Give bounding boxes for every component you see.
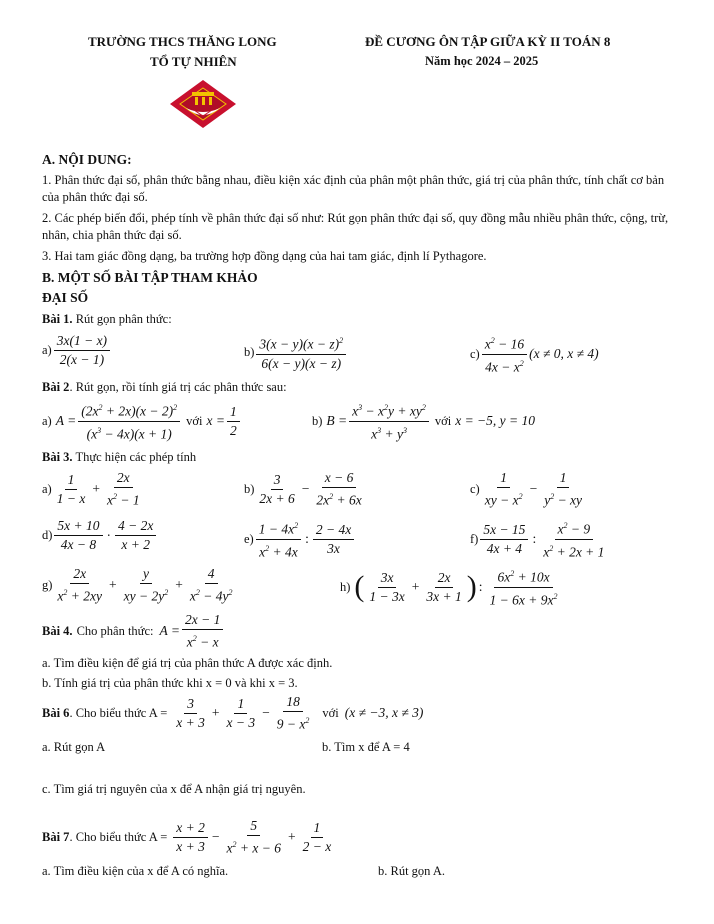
bai3-d: d) $\frac{5x + 10}{4x - 8}$ · $\frac{4 - 2x}{x + 2}$ [42, 518, 158, 553]
bai2-heading: Bài 2. Rút gọn, rồi tính giá trị các phân thức sau: [42, 380, 287, 394]
bai7-a: a. Tìm điều kiện của x để A có nghĩa. [42, 864, 229, 878]
school-name: TRƯỜNG THCS THĂNG LONG [88, 34, 277, 49]
bai3-g: g) $\frac{2x}{x^2 + 2xy}$ + $\frac{y}{xy - 2y^2}$ + $\frac{4}{x^2 - 4y^2}$ [42, 566, 233, 604]
bai3-c: c) $\frac{1}{xy - x^2}$ − $\frac{1}{y^2 - xy}$ [470, 470, 583, 508]
bai4-b: b. Tính giá trị của phân thức khi x = 0 và khi x = 3. [42, 676, 298, 690]
bai4-heading: Bài 4. Cho phân thức: A = $\frac{2x - 1}{x^2 - x}$ [42, 612, 225, 651]
bai3-e: e) $\frac{1 - 4x^2}{x^2 + 4x}$ : $\frac{2 - 4x}{3x}$ [244, 518, 356, 560]
bai4-a: a. Tìm điều kiện để giá trị của phân thức A được xác định. [42, 656, 333, 670]
document-title: ĐỀ CƯƠNG ÔN TẬP GIỮA KỲ II TOÁN 8 [365, 34, 611, 49]
bai6-c: c. Tìm giá trị nguyên của x để A nhận giá trị nguyên. [42, 782, 306, 796]
bai7-heading: Bài 7 . Cho biểu thức A = $\frac{x + 2}{x + 3}$ − $\frac{5}{x^2 + x - 6}$ + $\frac{1}{2 - x}$ [42, 818, 332, 856]
bai1-b: b) $\frac{3(x - y)(x - z)^2}{6(x - y)(x - z)}$ [244, 333, 348, 372]
school-year: Năm học 2024 – 2025 [425, 54, 539, 68]
bai6-b: b. Tìm x để A = 4 [322, 740, 410, 754]
section-b-title: B. MỘT SỐ BÀI TẬP THAM KHẢO [42, 270, 258, 285]
bai1-heading: Bài 1. Rút gọn phân thức: [42, 312, 172, 326]
bai1-a: a) $\frac{3x(1 - x)}{2(x - 1)}$ [42, 333, 112, 368]
bai2-b: b) B = $\frac{x^3 - x^2y + xy^2}{x^3 + y^3}$ với x = −5, y = 10 [312, 400, 535, 442]
department: TỔ TỰ NHIÊN [150, 54, 237, 69]
bai1-c: c) $\frac{x^2 - 16}{4x - x^2}$ (x ≠ 0, x ≠ 4) [470, 333, 599, 375]
content-item-1: 1. Phân thức đại số, phân thức bằng nhau, điều kiện xác định của phân một phân thức, giá trị của phân thức, tính chất cơ bản của phân thức đại số. [42, 173, 665, 204]
bai3-h: h) ( $\frac{3x}{1 - 3x}$ + $\frac{2x}{3x + 1}$ ) : $\frac{6x^2 + 10x}{1 - 6x + 9x^2}$ [340, 566, 563, 608]
section-a-title: A. NỘI DUNG: [42, 152, 132, 167]
bai3-b: b) $\frac{3}{2x + 6}$ − $\frac{x - 6}{2x^2 + 6x}$ [244, 470, 362, 508]
bai3-a: a) $\frac{1}{1 - x}$ + $\frac{2x}{x^2 - 1}$ [42, 470, 140, 508]
bai6-a: a. Rút gọn A [42, 740, 106, 754]
algebra-heading: ĐẠI SỐ [42, 290, 89, 305]
bai6-heading: Bài 6 . Cho biểu thức A = $\frac{3}{x + 3}$ + $\frac{1}{x - 3}$ − $\frac{18}{9 - x^2}$ với (x ≠ −3, x ≠ 3) [42, 694, 424, 732]
bai7-b: b. Rút gọn A. [378, 864, 446, 878]
bai3-f: f) $\frac{5x - 15}{4x + 4}$ : $\frac{x^2 - 9}{x^2 + 2x + 1}$ [470, 518, 609, 560]
content-item-2: 2. Các phép biến đổi, phép tính về phân thức đại số như: Rút gọn phân thức đại số, quy đồng mẫu nhiều phân thức, cộng, trừ, nhân, chia phân thức đại số. [42, 211, 669, 242]
bai3-heading: Bài 3. Thực hiện các phép tính [42, 450, 197, 464]
bai2-a: a) A = $\frac{(2x^2 + 2x)(x - 2)^2}{(x^3 - 4x)(x + 1)}$ với x = $\frac{1}{2}$ [42, 400, 242, 442]
content-item-3: 3. Hai tam giác đồng dạng, ba trường hợp đồng dạng của hai tam giác, định lí Pythagore. [42, 249, 487, 263]
school-logo [168, 78, 238, 130]
